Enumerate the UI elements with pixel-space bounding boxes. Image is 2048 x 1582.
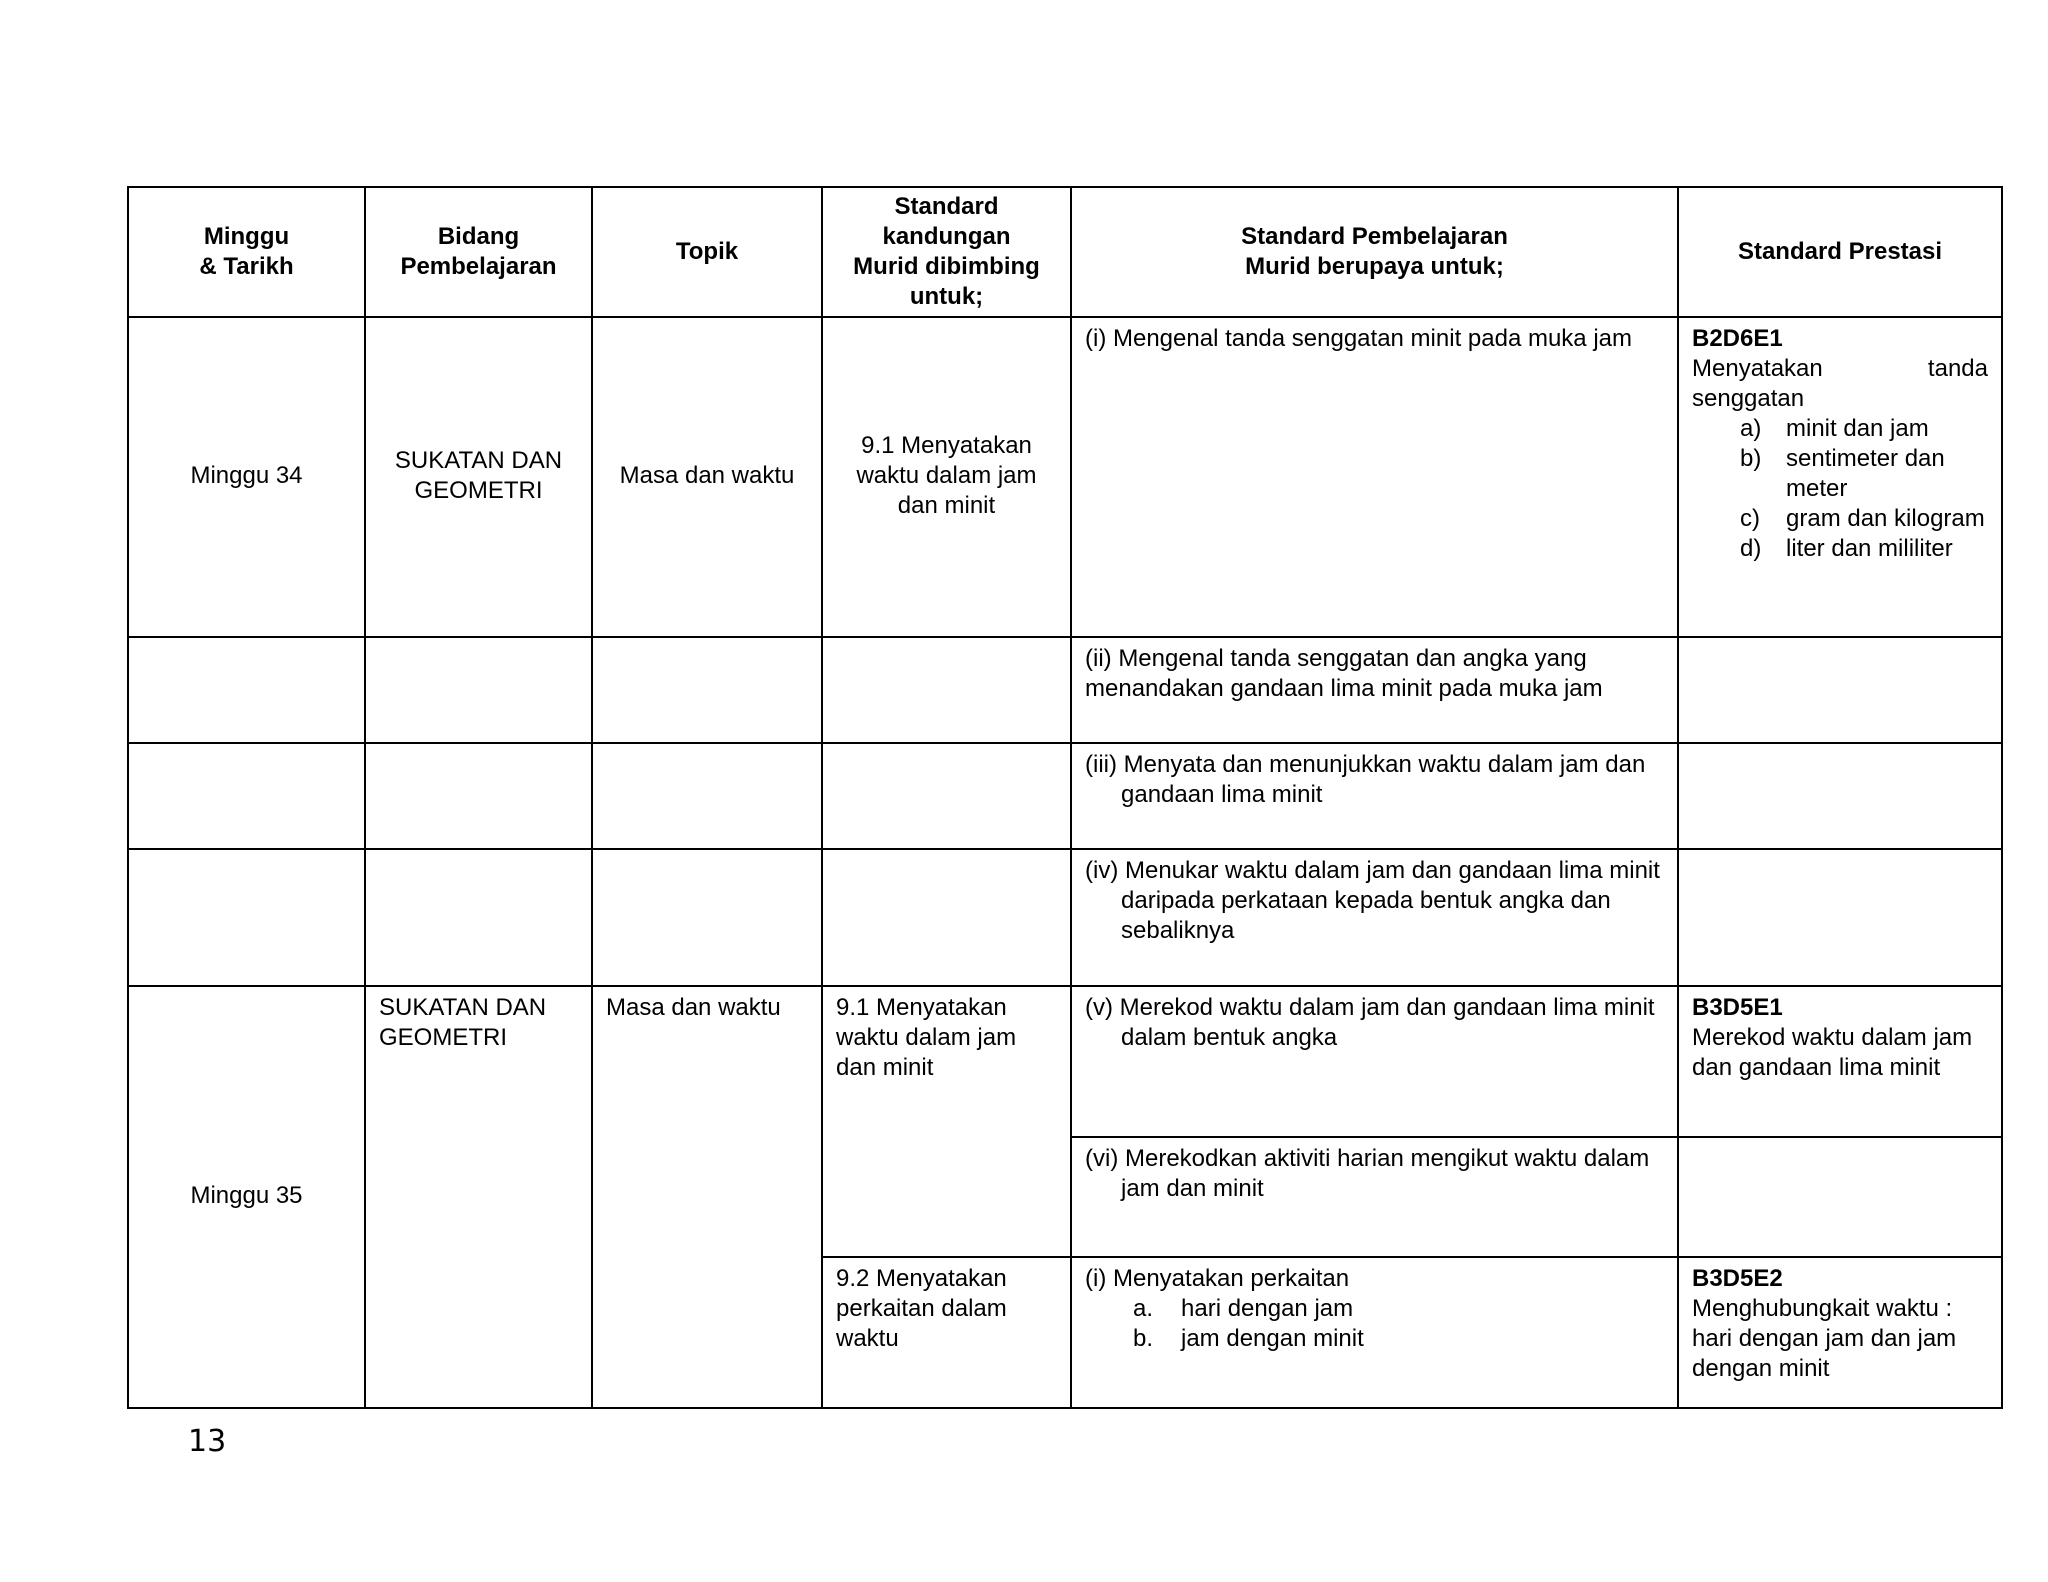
- list-item: a. hari dengan jam: [1133, 1295, 1354, 1322]
- empty-cell: [365, 743, 592, 849]
- standard-pembelajaran-cell: [1071, 317, 1678, 637]
- empty-cell: [592, 849, 822, 986]
- standard-prestasi-cell: [1678, 317, 2002, 637]
- topik-cell: Masa dan waktu: [592, 317, 822, 637]
- header-standard-prestasi: Standard Prestasi: [1678, 187, 2002, 317]
- standard-pembelajaran-cell: [1071, 849, 1678, 986]
- standard-pembelajaran-cell: [1071, 637, 1678, 743]
- learning-standard-text: (v) Merekod waktu dalam jam dan gandaan lima minit dalam bentuk angka: [1085, 994, 1655, 1051]
- empty-cell: [128, 637, 365, 743]
- standard-pembelajaran-cell: [1071, 986, 1678, 1137]
- bidang-cell: SUKATAN DAN GEOMETRI: [365, 986, 592, 1408]
- standard-prestasi-cell: [1678, 986, 2002, 1137]
- standard-pembelajaran-cell: [1071, 743, 1678, 849]
- standard-kandungan-cell: 9.1 Menyatakan waktu dalam jam dan minit: [822, 317, 1071, 637]
- learning-standard-text: (i) Menyatakan perkaitan: [1085, 1265, 1350, 1292]
- header-standard-pembelajaran: Standard Pembelajaran Murid berupaya untuk;: [1071, 187, 1678, 317]
- topik-cell: Masa dan waktu: [592, 986, 822, 1408]
- page-number: 13: [188, 1424, 227, 1459]
- empty-cell: [1678, 637, 2002, 743]
- performance-code: B3D5E1: [1692, 994, 1783, 1021]
- list-item: b. jam dengan minit: [1133, 1325, 1364, 1352]
- week-cell: Minggu 34: [128, 317, 365, 637]
- list-item: a) minit dan jam: [1740, 415, 1929, 442]
- table-row: [128, 317, 2002, 637]
- performance-code: B3D5E2: [1692, 1265, 1783, 1292]
- empty-cell: [592, 637, 822, 743]
- list-item: b) sentimeter dan meter: [1740, 445, 1945, 502]
- empty-cell: [1678, 743, 2002, 849]
- bidang-cell: SUKATAN DAN GEOMETRI: [365, 317, 592, 637]
- table-row: [128, 743, 2002, 849]
- performance-code: B2D6E1: [1692, 325, 1783, 352]
- table-row: [128, 849, 2002, 986]
- empty-cell: [128, 849, 365, 986]
- empty-cell: [1678, 1137, 2002, 1257]
- empty-cell: [822, 849, 1071, 986]
- learning-standard-text: (vi) Merekodkan aktiviti harian mengikut waktu dalam jam dan minit: [1085, 1145, 1650, 1202]
- learning-standard-text: (iii) Menyata dan menunjukkan waktu dalam jam dan gandaan lima minit: [1085, 751, 1646, 808]
- standard-prestasi-cell: [1678, 1257, 2002, 1408]
- lesson-plan-table: [127, 186, 2003, 1409]
- performance-items: [1692, 414, 1988, 564]
- performance-desc: Menyatakan tanda senggatan: [1692, 355, 1988, 412]
- standard-pembelajaran-cell: [1071, 1257, 1678, 1408]
- empty-cell: [592, 743, 822, 849]
- performance-desc: Menghubungkait waktu : hari dengan jam dan jam dengan minit: [1692, 1295, 1957, 1382]
- empty-cell: [128, 743, 365, 849]
- table-row: [128, 637, 2002, 743]
- list-item: d) liter dan mililiter: [1740, 535, 1953, 562]
- list-item: c) gram dan kilogram: [1740, 505, 1985, 532]
- empty-cell: [365, 849, 592, 986]
- standard-pembelajaran-cell: [1071, 1137, 1678, 1257]
- performance-desc: Merekod waktu dalam jam dan gandaan lima minit: [1692, 1024, 1973, 1081]
- learning-standard-text: (iv) Menukar waktu dalam jam dan gandaan lima minit daripada perkataan kepada bentuk angka dan sebaliknya: [1085, 857, 1660, 944]
- header-bidang: Bidang Pembelajaran: [365, 187, 592, 317]
- header-minggu: Minggu & Tarikh: [128, 187, 365, 317]
- week-cell: Minggu 35: [128, 986, 365, 1408]
- standard-kandungan-cell: 9.1 Menyatakan waktu dalam jam dan minit: [822, 986, 1071, 1257]
- learning-standard-text: (i) Mengenal tanda senggatan minit pada muka jam: [1085, 325, 1632, 352]
- empty-cell: [822, 743, 1071, 849]
- table-row: [128, 986, 2002, 1137]
- empty-cell: [1678, 849, 2002, 986]
- learning-standard-items: [1085, 1294, 1664, 1354]
- header-standard-kandungan: Standard kandungan Murid dibimbing untuk;: [822, 187, 1071, 317]
- header-topik: Topik: [592, 187, 822, 317]
- header-row: [128, 187, 2002, 317]
- standard-kandungan-cell: 9.2 Menyatakan perkaitan dalam waktu: [822, 1257, 1071, 1408]
- empty-cell: [822, 637, 1071, 743]
- learning-standard-text: (ii) Mengenal tanda senggatan dan angka yang menandakan gandaan lima minit pada muka jam: [1085, 645, 1603, 702]
- empty-cell: [365, 637, 592, 743]
